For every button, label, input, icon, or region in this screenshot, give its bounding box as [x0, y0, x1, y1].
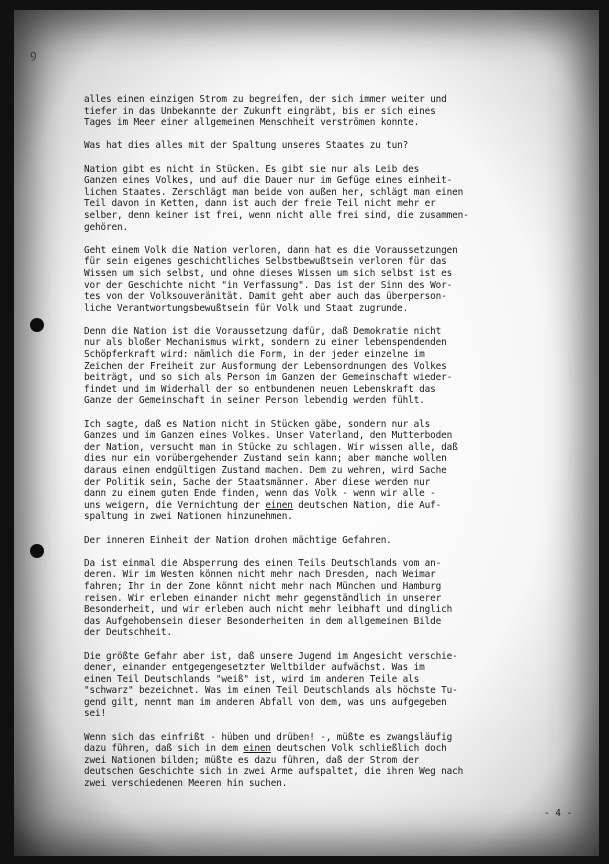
text-line: daraus einen endgültigen Zustand machen. Dem zu wehren, wird Sache — [84, 465, 447, 476]
text-line: lichen Staates. Zerschlägt man beide von außen her, schlägt man einen — [84, 186, 464, 198]
text-line: tes von der Volksouveränität. Damit geht aber auch das überperson- — [84, 291, 447, 303]
text-line: gend gilt, nennt man im anderen Abfall von dem, was uns aufgegeben — [84, 696, 447, 708]
text-line: Besonderheit, und wir erleben auch nicht mehr leibhaft und dinglich — [84, 604, 453, 616]
text-line: der Nation, versucht man in Stücke zu schlagen. Wir wissen alle, daß — [84, 441, 458, 453]
paragraph — [84, 140, 584, 152]
text-line: Teil davon in Ketten, dann ist auch der freie Teil nicht mehr er — [84, 198, 436, 210]
text-line: Zeichen der Freiheit zur Ausformung der Lebensordnungen des Volkes — [84, 360, 447, 372]
handwritten-mark: ꝯ — [30, 48, 37, 61]
text-line: einen Teil Deutschlands "weiß" ist, wird im anderen Teile als — [84, 673, 420, 685]
paragraph — [84, 419, 584, 523]
text-line: Wenn sich das einfrißt - hüben und drüben! -, müßte es zwangsläufig — [84, 731, 453, 743]
text-line: Der inneren Einheit der Nation drohen mächtige Gefahren. — [84, 534, 392, 546]
paragraph — [84, 94, 584, 129]
punch-hole-lower — [30, 544, 44, 558]
text-line: das Aufgehobensein dieser Besonderheiten in dem allgemeinen Bilde — [84, 615, 442, 627]
text-line: Ganzes und im Ganzen eines Volkes. Unser Vaterland, den Mutterboden — [84, 430, 453, 442]
text-line: dazu führen, daß sich in dem einen deutschen Volk schließlich doch — [84, 743, 447, 755]
text-line: zwei verschiedenen Meeren hin suchen. — [84, 778, 288, 790]
typed-text-body — [84, 94, 584, 801]
paragraph — [84, 245, 584, 315]
text-line: Tages im Meer einer allgemeinen Menschheit verströmen konnte. — [84, 117, 420, 129]
text-line: alles einen einzigen Strom zu begreifen, der sich immer weiter und — [84, 94, 447, 105]
text-line: Was hat dies alles mit der Spaltung unseres Staates zu tun? — [84, 140, 409, 152]
text-line: Denn die Nation ist die Voraussetzung dafür, daß Demokratie nicht — [84, 325, 442, 337]
text-line: selber, denn keiner ist frei, wenn nicht alle frei sind, die zusammen- — [84, 209, 469, 221]
text-line: nur als bloßer Mechanismus wirkt, sondern zu einer lebenspendenden — [84, 337, 447, 349]
text-line: der Politik sein, Sache der Staatsmänner. Aber diese werden nur — [84, 476, 431, 488]
text-line: reisen. Wir erleben einander nicht mehr gegenständlich in unserer — [84, 592, 442, 604]
text-line: Da ist einmal die Absperrung des einen Teils Deutschlands vom an- — [84, 557, 442, 569]
text-line: uns weigern, die Vernichtung der einen deutschen Nation, die Auf- — [84, 499, 442, 511]
document-page — [14, 10, 599, 856]
text-line: dann zu einem guten Ende finden, wenn das Volk - wenn wir alle - — [84, 488, 436, 500]
text-line: vor der Geschichte nicht "in Verfassung". Das ist der Sinn des Wor- — [84, 279, 453, 291]
paragraph — [84, 535, 584, 547]
page-number: - 4 - — [544, 808, 573, 819]
text-line: deren. Wir im Westen können nicht mehr nach Dresden, nach Weimar — [84, 569, 436, 581]
text-line: Ganzen eines Volkes, und auf die Dauer nur im Gefüge eines einheit- — [84, 175, 453, 187]
paragraph — [84, 732, 584, 790]
paragraph — [84, 651, 584, 721]
text-line: beiträgt, und so sich als Person im Ganzen der Gemeinschaft wieder- — [84, 372, 453, 384]
text-line: für sein eigenes geschichtliches Selbstbewußtsein verloren für das — [84, 256, 447, 268]
text-line: deutschen Geschichte sich in zwei Arme aufspaltet, die ihren Weg nach — [84, 766, 464, 778]
underlined-word: einen — [265, 499, 293, 511]
paragraph — [84, 164, 584, 234]
text-line: dies nur ein vorübergehender Zustand sein kann; aber manche wollen — [84, 453, 447, 465]
text-line: dener, einander entgegengesetzter Weltbilder aufwächst. Was im — [84, 662, 425, 674]
paragraph — [84, 326, 584, 407]
text-line: der Deutschheit. — [84, 627, 172, 639]
underlined-word: einen — [243, 743, 271, 755]
text-line: tiefer in das Unbekannte der Zukunft eingräbt, bis er sich eines — [84, 105, 436, 117]
text-line: zwei Nationen bilden; müßte es dazu führen, daß der Strom der — [84, 754, 420, 766]
text-line: liche Verantwortungsbewußtsein für Volk und Staat zugrunde. — [84, 302, 409, 314]
text-line: gehören. — [84, 221, 128, 233]
text-line: sei! — [84, 708, 106, 720]
text-line: Ganze der Gemeinschaft in seiner Person lebendig werden fühlt. — [84, 395, 425, 407]
punch-hole-upper — [30, 318, 44, 332]
text-line: fahren; Ihr in der Zone könnt nicht mehr nach München und Hamburg — [84, 580, 442, 592]
text-line: Wissen um sich selbst, und ohne dieses Wissen um sich selbst ist es — [84, 267, 453, 279]
text-line: Die größte Gefahr aber ist, daß unsere Jugend im Angesicht verschie- — [84, 650, 458, 662]
text-line: Geht einem Volk die Nation verloren, dann hat es die Voraussetzungen — [84, 244, 458, 256]
text-line: Schöpferkraft wird: nämlich die Form, in der jeder einzelne im — [84, 349, 425, 361]
text-line: "schwarz" bezeichnet. Was im einen Teil Deutschlands als höchste Tu- — [84, 685, 458, 697]
text-line: Ich sagte, daß es Nation nicht in Stücken gäbe, sondern nur als — [84, 418, 431, 430]
text-line: spaltung in zwei Nationen hinzunehmen. — [84, 511, 293, 523]
paragraph — [84, 558, 584, 639]
text-line: findet und im Widerhall der so entbundenen neuen Lebenskraft das — [84, 383, 436, 395]
text-line: Nation gibt es nicht in Stücken. Es gibt sie nur als Leib des — [84, 163, 420, 175]
